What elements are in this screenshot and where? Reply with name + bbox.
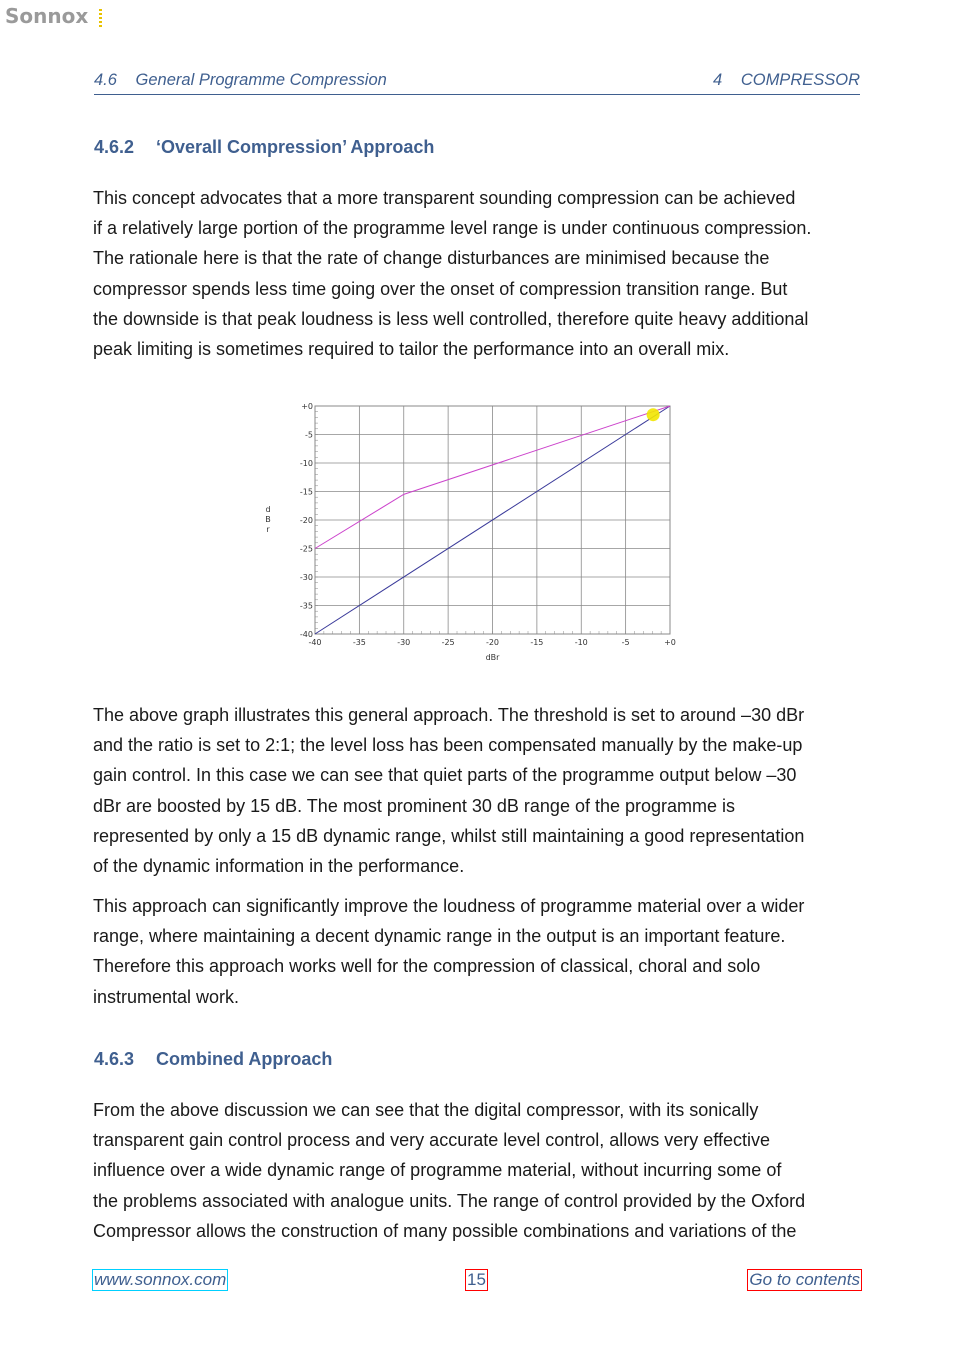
section-number: 4.6.3	[94, 1049, 135, 1069]
text-line: transparent gain control process and very accurate level control, allows very effective	[93, 1130, 771, 1151]
text-line: the problems associated with analogue units. The range of control provided by the Oxford	[93, 1190, 806, 1211]
y-tick-labels	[300, 402, 313, 639]
y-tick-label: -25	[299, 544, 313, 554]
text-line: peak limiting is sometimes required to tailor the performance into an overall mix.	[93, 339, 730, 360]
logo-accent	[99, 9, 102, 27]
y-tick-label: -5	[305, 430, 313, 440]
page-number-link[interactable]: 15	[467, 1270, 486, 1289]
y-axis-label-char: B	[265, 515, 271, 524]
x-tick-label: -25	[441, 638, 455, 647]
text-line: if a relatively large portion of the programme level range is under continuous compression.	[93, 218, 812, 239]
x-tick-label: -40	[308, 638, 322, 647]
y-tick-label: -15	[299, 487, 313, 497]
y-tick-label: +0	[301, 402, 313, 411]
text-line: The rationale here is that the rate of change disturbances are minimised because the	[93, 248, 770, 269]
text-line: represented by only a 15 dB dynamic range, whilst still maintaining a good representation	[93, 825, 805, 846]
text-line: of the dynamic information in the performance.	[93, 856, 465, 877]
y-tick-label: -30	[299, 573, 313, 582]
text-line: range, where maintaining a decent dynamic range in the output is an important feature.	[93, 926, 786, 947]
x-tick-label: -10	[574, 638, 588, 647]
section-number: 4.6.2	[94, 137, 135, 157]
text-line: influence over a wide dynamic range of programme material, without incurring some of	[93, 1160, 782, 1181]
text-line: gain control. In this case we can see that quiet parts of the programme output below –30	[93, 765, 797, 786]
text-line: The above graph illustrates this general approach. The threshold is set to around –30 dBr	[93, 705, 805, 725]
chart-marker	[647, 408, 660, 421]
go-to-contents-link[interactable]: Go to contents	[749, 1270, 860, 1289]
text-line: From the above discussion we can see that the digital compressor, with its sonically	[93, 1100, 759, 1120]
running-header	[94, 71, 860, 95]
x-axis-label: dBr	[485, 653, 500, 662]
y-tick-label: -40	[299, 630, 313, 639]
y-tick-label: -10	[299, 459, 313, 468]
running-header-chapter-title: COMPRESSOR	[740, 71, 860, 89]
text-line: Compressor allows the construction of many possible combinations and variations of the	[93, 1220, 797, 1241]
compression-transfer-graph	[260, 398, 680, 670]
sonnox-logo: Sonnox	[5, 4, 89, 28]
text-line: instrumental work.	[93, 986, 240, 1007]
section-heading-462	[94, 137, 434, 158]
text-line: and the ratio is set to 2:1; the level loss has been compensated manually by the make-up	[93, 735, 803, 756]
paragraph-approach-benefits	[93, 891, 873, 1012]
text-line: dBr are boosted by 15 dB. The most prominent 30 dB range of the programme is	[93, 795, 736, 816]
y-tick-label: -20	[299, 516, 313, 525]
y-axis-label-char: r	[266, 525, 270, 534]
running-header-chapter	[713, 71, 860, 90]
text-line: This concept advocates that a more transparent sounding compression can be achieved	[93, 188, 796, 208]
website-link[interactable]: www.sonnox.com	[94, 1270, 227, 1289]
running-header-section-num: 4.6	[94, 71, 117, 89]
section-heading-463	[94, 1049, 332, 1070]
text-line: This approach can significantly improve the loudness of programme material over a wider	[93, 896, 805, 916]
paragraph-overall-compression	[93, 183, 873, 364]
y-axis-label	[265, 505, 271, 534]
x-tick-label: +0	[664, 638, 676, 647]
x-tick-label: -30	[397, 638, 411, 647]
operating-point-marker	[647, 408, 660, 421]
paragraph-combined-approach	[93, 1095, 873, 1246]
x-tick-label: -15	[530, 638, 544, 647]
section-title: ‘Overall Compression’ Approach	[156, 137, 435, 157]
x-tick-labels	[308, 638, 675, 647]
x-tick-label: -20	[485, 638, 500, 647]
running-header-chapter-num: 4	[713, 71, 723, 89]
section-title: Combined Approach	[156, 1049, 333, 1069]
x-tick-label: -5	[621, 638, 630, 647]
text-line: the downside is that peak loudness is less well controlled, therefore quite heavy additional	[93, 308, 809, 329]
paragraph-graph-explanation	[93, 700, 873, 881]
y-tick-label: -35	[299, 601, 313, 611]
x-tick-label: -35	[352, 638, 366, 647]
running-header-section	[94, 71, 387, 90]
y-axis-label-char: d	[265, 505, 271, 514]
text-line: compressor spends less time going over the onset of compression transition range. But	[93, 278, 788, 299]
text-line: Therefore this approach works well for the compression of classical, choral and solo	[93, 956, 761, 977]
running-header-section-title: General Programme Compression	[135, 71, 387, 89]
